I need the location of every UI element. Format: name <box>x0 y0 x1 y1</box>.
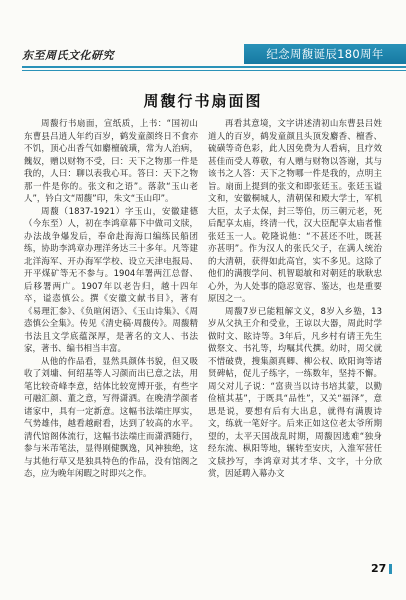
paragraph: 周馥行书扇面，宣纸质，上书：“国初山东曹县吕逍人年约百岁，鹤发童颜终日不食亦不饥，顶心出香气如麝檀硫璜，常为人治病，餽奴，赠以财物不受，曰：天下之物那一件是我的，人曰：聊以表我心耳。答曰：天下之物那一件是你的。张文和之语”。落款“玉山老人”，钤白文“周馥”印，朱文“玉山印”。 <box>24 119 198 204</box>
paragraph: 周馥（1837-1921）字玉山，安徽建德（今东至）人，初在李鸿章幕下中做司文牍，办法战争爆发后，奉命赴海海口编练民船团练，协助李鸿章办理洋务达三十多年。凡等建北洋海军、开办海军学校、设立天津电报局、开平煤矿等无不参与。1904年署两江总督、后移署两广。1907年以老告归，越十四年卒，谥悫慎公。撰《安徽文献书目》，著有《易理汇参》、《负暄闲语》、《玉山诗集》、《周悫慎公全集》。传见《清史稿·周馥传》。周馥精书法且文学底蕴深厚，是著名的文人、书法家，著书、编书相当丰富。 <box>24 206 198 354</box>
page-number: 27 <box>371 562 387 575</box>
article-right-column <box>208 118 382 481</box>
paragraph: 再看其意境，文字讲述清初山东曹县吕姓道人的百岁，鹤发童颜且头顶发麝香、檀香、硫磺等奇色彩，此人因免费为人看病，且疗效甚佳而受人尊敬，有人赠与财物以答谢，其与该书之人答：天下之物哪一件是我的，点明主旨。扇面上提到的张文和即张廷玉。张廷玉谥文和，安徽桐城人，清朝保和殿大学士，军机大臣，太子太保，封三等伯，历三朝元老，死后配享太庙，终清一代，汉大臣配享太庙者惟张廷玉一人。乾隆说他：“不甚还不吐，既甚亦甚明”。作为汉人的张氏父子，在满人统治的大清朝，获得如此高官，实不多见。这除了他们的满腹学问、机智聪敏和对朝廷的耿耿忠心外，为人处事的隐忍宽容、鉴达，也是重要原因之一。 <box>208 119 382 304</box>
anniversary-banner: 纪念周馥诞辰180周年 <box>244 44 406 64</box>
page-number-marker <box>389 564 392 574</box>
header-rule-thin <box>22 70 406 71</box>
header-rule <box>22 66 406 68</box>
paragraph: 从他的作品看，显然具颜体书貌，但又吸收了刘墉、何绍基等人习颜而出已意之法，用笔比较奇峰李意，结体比较宽博开张，有些字可融汇颜、董之意，写得潇洒。在晚清学颜者诸家中，具有一定新意。这幅书法端庄厚实，气势雄伟，越看越耐看，达到了较高的水平。清代馆阁体流行，这幅书法端庄而潇洒随行，参与米芾笔法，显得刚健飘逸，风神独绝，这与其他行草又是独具特色的作品，没有馆阁之态，应为晚年闲暇之时即兴之作。 <box>24 356 198 479</box>
journal-name: 东至周氏文化研究 <box>22 49 114 62</box>
article-left-column <box>24 118 198 481</box>
article-title: 周馥行书扇面图 <box>143 92 263 110</box>
paragraph: 周馥7岁已能粗解文义，8岁入乡塾，13岁从父执王介和受业，王谅以大器，周此时学做时文、眩诗等。3年后，凡乡村有请王先生做祭文、书礼等，均嘱其代撰。幼时，周父就不惜破费，搜集颜真卿、柳公权、欧阳询等诸贤碑帖，促儿子练字，一练数年，坚持不懈。周父对儿子说：“富贵当以诗书培其蒙，以勤俭植其基”，于既具“品性”，又关“福泽”，意思是说，要想有后有大出息，就得有满腹诗文，练就一笔好字。后来正如这位老太爷所期望的，太平天国战乱时期，周馥因逃难“独身经东流、枞阳等地，辗转至安庆，入淮军营任文牍抄写，李鸿章对其才华、文字，十分欣赏，因延聘入幕办文 <box>208 306 382 479</box>
